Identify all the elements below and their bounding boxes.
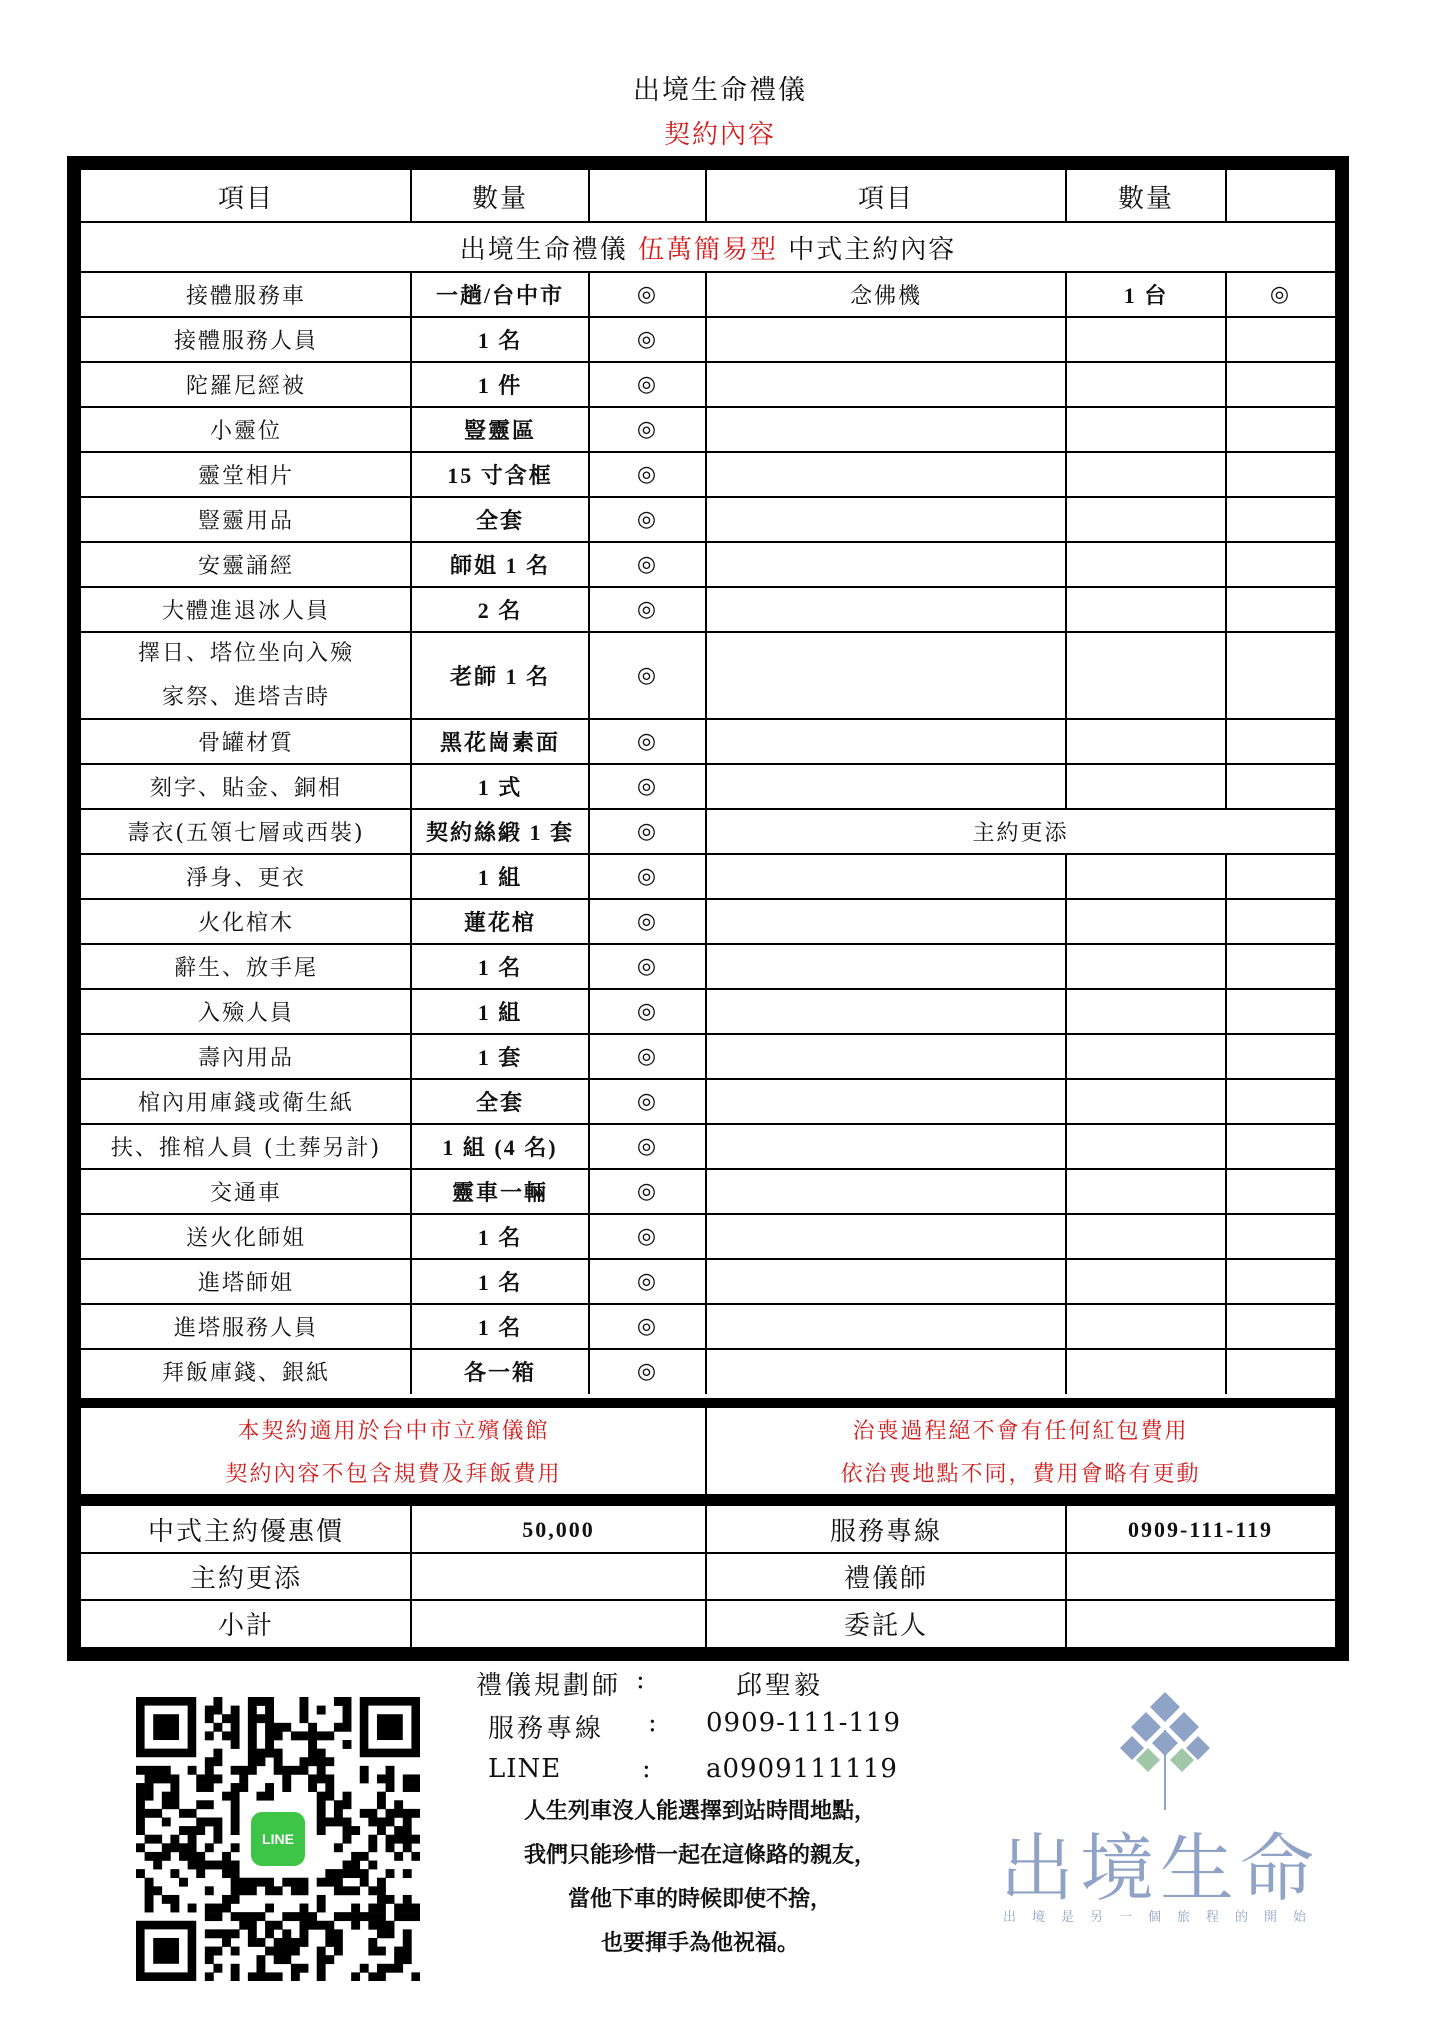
table-rule (410, 719, 412, 764)
table-rule (1065, 497, 1067, 542)
table-rule (1065, 1124, 1067, 1169)
row-item: 淨身、更衣 (185, 866, 306, 891)
row-quantity: 1 套 (477, 1045, 523, 1070)
table-rule (1065, 407, 1067, 452)
table-rule (588, 170, 590, 222)
row-item: 豎靈用品 (197, 509, 294, 534)
price-label: 中式主約優惠價 (147, 1517, 344, 1547)
table-rule (1065, 452, 1067, 497)
table-rule (705, 1304, 707, 1349)
table-rule (1225, 452, 1227, 497)
table-rule (1065, 170, 1067, 222)
row-included-mark: ◎ (636, 729, 659, 754)
row-included-mark: ◎ (636, 1134, 659, 1159)
subtotal-label: 小計 (217, 1611, 274, 1641)
row-item-line: 擇日、塔位坐向入殮 (137, 640, 354, 666)
row-item: 辭生、放手尾 (173, 956, 318, 981)
table-rule (1225, 632, 1227, 719)
note-right: 治喪過程絕不會有任何紅包費用 (852, 1419, 1189, 1444)
table-rule (1225, 272, 1227, 317)
officiant-label: 禮儀師 (843, 1564, 928, 1594)
row-included-mark: ◎ (636, 663, 659, 688)
table-rule (1065, 1259, 1067, 1304)
header-item: 項目 (857, 183, 914, 214)
table-rule (410, 170, 412, 222)
table-rule (1225, 587, 1227, 632)
table-rule (1225, 1169, 1227, 1214)
row-quantity: 師姐 1 名 (449, 553, 550, 578)
row-included-mark: ◎ (636, 552, 659, 577)
table-rule (588, 719, 590, 764)
document-title: 出境生命禮儀 (633, 75, 807, 106)
table-rule (705, 170, 707, 222)
table-rule (588, 452, 590, 497)
right-included-mark: ◎ (1269, 282, 1292, 307)
table-rule (410, 452, 412, 497)
table-rule (705, 989, 707, 1034)
footer-line-colon: : (642, 1754, 654, 1784)
table-rule (410, 1304, 412, 1349)
hotline-label: 服務專線 (829, 1517, 942, 1547)
footer-hotline-label: 服務專線 (488, 1714, 605, 1744)
table-rule (1065, 944, 1067, 989)
table-rule (705, 1259, 707, 1304)
table-rule (410, 317, 412, 362)
row-included-mark: ◎ (636, 864, 659, 889)
header-quantity: 數量 (1117, 183, 1174, 214)
table-rule (1065, 542, 1067, 587)
row-item: 大體進退冰人員 (161, 599, 330, 624)
table-rule (588, 362, 590, 407)
footer-line-value[interactable]: a0909111119 (706, 1754, 898, 1784)
table-rule (705, 1169, 707, 1214)
table-rule (588, 1349, 590, 1394)
table-rule (705, 899, 707, 944)
table-rule (705, 764, 707, 809)
table-rule (1065, 632, 1067, 719)
logo-wordmark: 出境生命 (1000, 1826, 1320, 1912)
row-quantity: 靈車一輛 (451, 1180, 548, 1205)
quote-line: 也要揮手為他祝福。 (600, 1931, 799, 1956)
row-included-mark: ◎ (636, 282, 659, 307)
row-quantity: 蓮花棺 (463, 910, 536, 935)
line-badge-text: LINE (262, 1831, 294, 1847)
row-item: 陀羅尼經被 (185, 374, 306, 399)
row-item (81, 632, 411, 719)
table-rule (705, 719, 707, 764)
footer-hotline-colon: : (648, 1708, 660, 1738)
table-rule (1225, 1214, 1227, 1259)
planner-name: 邱聖毅 (736, 1671, 824, 1701)
table-rule (705, 1034, 707, 1079)
plan-title (81, 222, 1335, 272)
right-quantity: 1 台 (1123, 283, 1169, 308)
table-rule (1225, 1304, 1227, 1349)
table-rule (410, 854, 412, 899)
leaf-logo-icon (1120, 1690, 1210, 1810)
table-rule (410, 542, 412, 587)
row-item: 送火化師姐 (185, 1226, 306, 1251)
table-rule (1065, 1169, 1067, 1214)
table-rule (1225, 542, 1227, 587)
row-item: 拜飯庫錢、銀紙 (161, 1361, 330, 1386)
right-item: 念佛機 (849, 284, 922, 309)
table-rule (705, 1214, 707, 1259)
row-quantity: 1 組 (477, 1000, 523, 1025)
row-included-mark: ◎ (636, 462, 659, 487)
table-rule (1065, 719, 1067, 764)
row-quantity: 契約絲緞 1 套 (425, 820, 574, 845)
table-rule (588, 632, 590, 719)
table-rule (1065, 1304, 1067, 1349)
row-item: 壽內用品 (197, 1046, 294, 1071)
row-quantity: 一趟/台中市 (435, 283, 565, 308)
quote-line: 當他下車的時候即使不捨， (567, 1887, 832, 1912)
row-included-mark: ◎ (636, 507, 659, 532)
row-included-mark: ◎ (636, 417, 659, 442)
row-quantity: 各一箱 (463, 1360, 536, 1385)
row-included-mark: ◎ (636, 327, 659, 352)
row-included-mark: ◎ (636, 909, 659, 934)
table-rule (1225, 170, 1227, 222)
table-rule (1065, 764, 1067, 809)
row-quantity: 1 名 (477, 1315, 523, 1340)
table-rule (588, 497, 590, 542)
table-rule (588, 1169, 590, 1214)
table-rule (410, 764, 412, 809)
table-rule (588, 1124, 590, 1169)
row-included-mark: ◎ (636, 1314, 659, 1339)
table-rule (410, 632, 412, 719)
table-rule (705, 632, 707, 719)
table-rule (410, 1349, 412, 1394)
table-rule (1225, 362, 1227, 407)
table-rule (588, 1034, 590, 1079)
row-included-mark: ◎ (636, 1179, 659, 1204)
row-included-mark: ◎ (636, 819, 659, 844)
quote-line: 我們只能珍惜一起在這條路的親友， (523, 1843, 876, 1868)
table-rule (705, 944, 707, 989)
table-rule (410, 1169, 412, 1214)
planner-colon: : (636, 1665, 648, 1695)
note-right: 依治喪地點不同，費用會略有更動 (840, 1462, 1201, 1487)
table-rule (1065, 1079, 1067, 1124)
table-rule (588, 1259, 590, 1304)
row-item-line: 家祭、進塔吉時 (161, 684, 330, 710)
table-rule (1065, 1214, 1067, 1259)
table-rule (588, 542, 590, 587)
table-rule (1065, 362, 1067, 407)
table-rule (1225, 1079, 1227, 1124)
table-rule (1225, 1349, 1227, 1394)
table-rule (1225, 719, 1227, 764)
plan-title-highlight: 伍萬簡易型 (637, 234, 778, 265)
row-quantity: 1 名 (477, 1270, 523, 1295)
row-included-mark: ◎ (636, 954, 659, 979)
logo-tagline: 出境是另一個旅程的開始 (1003, 1910, 1323, 1925)
table-rule (1225, 989, 1227, 1034)
table-rule (1225, 317, 1227, 362)
row-quantity: 1 組 (4 名) (442, 1135, 558, 1160)
addon-value (411, 1553, 706, 1600)
price-value: 50,000 (522, 1516, 595, 1542)
row-item: 火化棺木 (197, 911, 294, 936)
row-included-mark: ◎ (636, 774, 659, 799)
row-item: 進塔服務人員 (173, 1316, 318, 1341)
table-rule (1225, 1259, 1227, 1304)
table-rule (1225, 497, 1227, 542)
row-quantity: 1 名 (477, 328, 523, 353)
client-value (1066, 1600, 1335, 1647)
table-rule (588, 764, 590, 809)
table-rule (410, 809, 412, 854)
contract-items-panel (81, 170, 1335, 1398)
row-item: 小靈位 (209, 419, 282, 444)
hotline-value: 0909-111-119 (1127, 1516, 1273, 1542)
table-rule (588, 272, 590, 317)
row-quantity: 2 名 (477, 598, 523, 623)
table-rule (410, 407, 412, 452)
row-quantity: 豎靈區 (463, 418, 536, 443)
table-rule (1225, 1124, 1227, 1169)
row-quantity: 15 寸含框 (447, 463, 553, 488)
line-qr-code[interactable] (136, 1697, 420, 1981)
table-rule (705, 407, 707, 452)
table-rule (588, 1304, 590, 1349)
table-rule (410, 899, 412, 944)
table-rule (1225, 944, 1227, 989)
table-rule (1225, 764, 1227, 809)
header-item: 項目 (217, 183, 274, 214)
row-included-mark: ◎ (636, 1269, 659, 1294)
row-item: 骨罐材質 (197, 731, 294, 756)
table-rule (705, 854, 707, 899)
table-rule (410, 587, 412, 632)
table-rule (410, 1034, 412, 1079)
table-rule (410, 1259, 412, 1304)
table-rule (1065, 587, 1067, 632)
row-quantity: 1 件 (477, 373, 523, 398)
row-item: 入殮人員 (197, 1001, 294, 1026)
plan-title-prefix: 出境生命禮儀 (459, 234, 638, 265)
table-rule (1065, 1349, 1067, 1394)
table-rule (705, 587, 707, 632)
note-left: 本契約適用於台中市立殯儀館 (237, 1419, 550, 1444)
table-rule (588, 1079, 590, 1124)
row-included-mark: ◎ (636, 1044, 659, 1069)
table-rule (410, 1124, 412, 1169)
table-rule (705, 362, 707, 407)
row-item: 接體服務車 (185, 284, 306, 309)
row-quantity: 全套 (475, 508, 524, 533)
table-rule (410, 272, 412, 317)
note-left: 契約內容不包含規費及拜飯費用 (225, 1462, 562, 1487)
table-rule (588, 317, 590, 362)
row-included-mark: ◎ (636, 1089, 659, 1114)
summary-panel (81, 1506, 1335, 1647)
right-section-label: 主約更添 (972, 821, 1069, 846)
table-rule (410, 497, 412, 542)
table-rule (1065, 317, 1067, 362)
table-rule (588, 407, 590, 452)
plan-title-suffix: 中式主約內容 (778, 234, 957, 265)
table-rule (410, 1214, 412, 1259)
row-item: 棺內用庫錢或衛生紙 (137, 1091, 354, 1116)
row-item: 壽衣(五領七層或西裝) (127, 821, 365, 846)
row-included-mark: ◎ (636, 597, 659, 622)
row-item: 安靈誦經 (197, 554, 294, 579)
header-quantity: 數量 (471, 183, 528, 214)
table-rule (410, 362, 412, 407)
table-rule (588, 587, 590, 632)
table-rule (705, 542, 707, 587)
table-rule (1065, 272, 1067, 317)
row-item: 交通車 (209, 1181, 282, 1206)
table-rule (1065, 1034, 1067, 1079)
table-rule (410, 989, 412, 1034)
row-quantity: 1 組 (477, 865, 523, 890)
table-rule (705, 497, 707, 542)
table-rule (1225, 1034, 1227, 1079)
table-rule (1225, 899, 1227, 944)
row-quantity: 1 名 (477, 955, 523, 980)
addon-label: 主約更添 (189, 1564, 302, 1594)
table-rule (1225, 854, 1227, 899)
planner-label: 禮儀規劃師 (476, 1671, 622, 1701)
row-included-mark: ◎ (636, 372, 659, 397)
table-rule (705, 1124, 707, 1169)
footer-line-label: LINE (488, 1754, 562, 1784)
table-rule (705, 452, 707, 497)
table-rule (588, 854, 590, 899)
row-included-mark: ◎ (636, 999, 659, 1024)
notes-panel (81, 1408, 1335, 1494)
client-label: 委託人 (843, 1611, 928, 1641)
table-rule (588, 944, 590, 989)
officiant-value (1066, 1553, 1335, 1600)
table-rule (1065, 854, 1067, 899)
quote-line: 人生列車沒人能選擇到站時間地點， (523, 1799, 876, 1824)
table-rule (705, 317, 707, 362)
row-quantity: 1 名 (477, 1225, 523, 1250)
row-quantity: 1 式 (477, 775, 523, 800)
row-item: 接體服務人員 (173, 329, 318, 354)
row-item: 刻字、貼金、銅相 (149, 776, 342, 801)
subtotal-value (411, 1600, 706, 1647)
table-rule (410, 944, 412, 989)
table-rule (705, 1079, 707, 1124)
contract-table (67, 156, 1349, 1661)
row-included-mark: ◎ (636, 1359, 659, 1384)
row-quantity: 黑花崗素面 (439, 730, 560, 755)
table-rule (705, 1349, 707, 1394)
document-subtitle: 契約內容 (663, 120, 776, 150)
table-rule (1065, 899, 1067, 944)
row-quantity: 全套 (475, 1090, 524, 1115)
table-rule (1225, 407, 1227, 452)
table-rule (588, 1214, 590, 1259)
row-item: 進塔師姐 (197, 1271, 294, 1296)
table-rule (588, 989, 590, 1034)
row-included-mark: ◎ (636, 1224, 659, 1249)
row-quantity: 老師 1 名 (449, 664, 550, 689)
row-item: 扶、推棺人員 (土葬另計) (110, 1136, 382, 1161)
table-rule (410, 1079, 412, 1124)
table-rule (588, 809, 590, 854)
table-rule (1065, 989, 1067, 1034)
row-item: 靈堂相片 (197, 464, 294, 489)
footer-hotline-value[interactable]: 0909-111-119 (706, 1708, 901, 1738)
table-rule (588, 899, 590, 944)
